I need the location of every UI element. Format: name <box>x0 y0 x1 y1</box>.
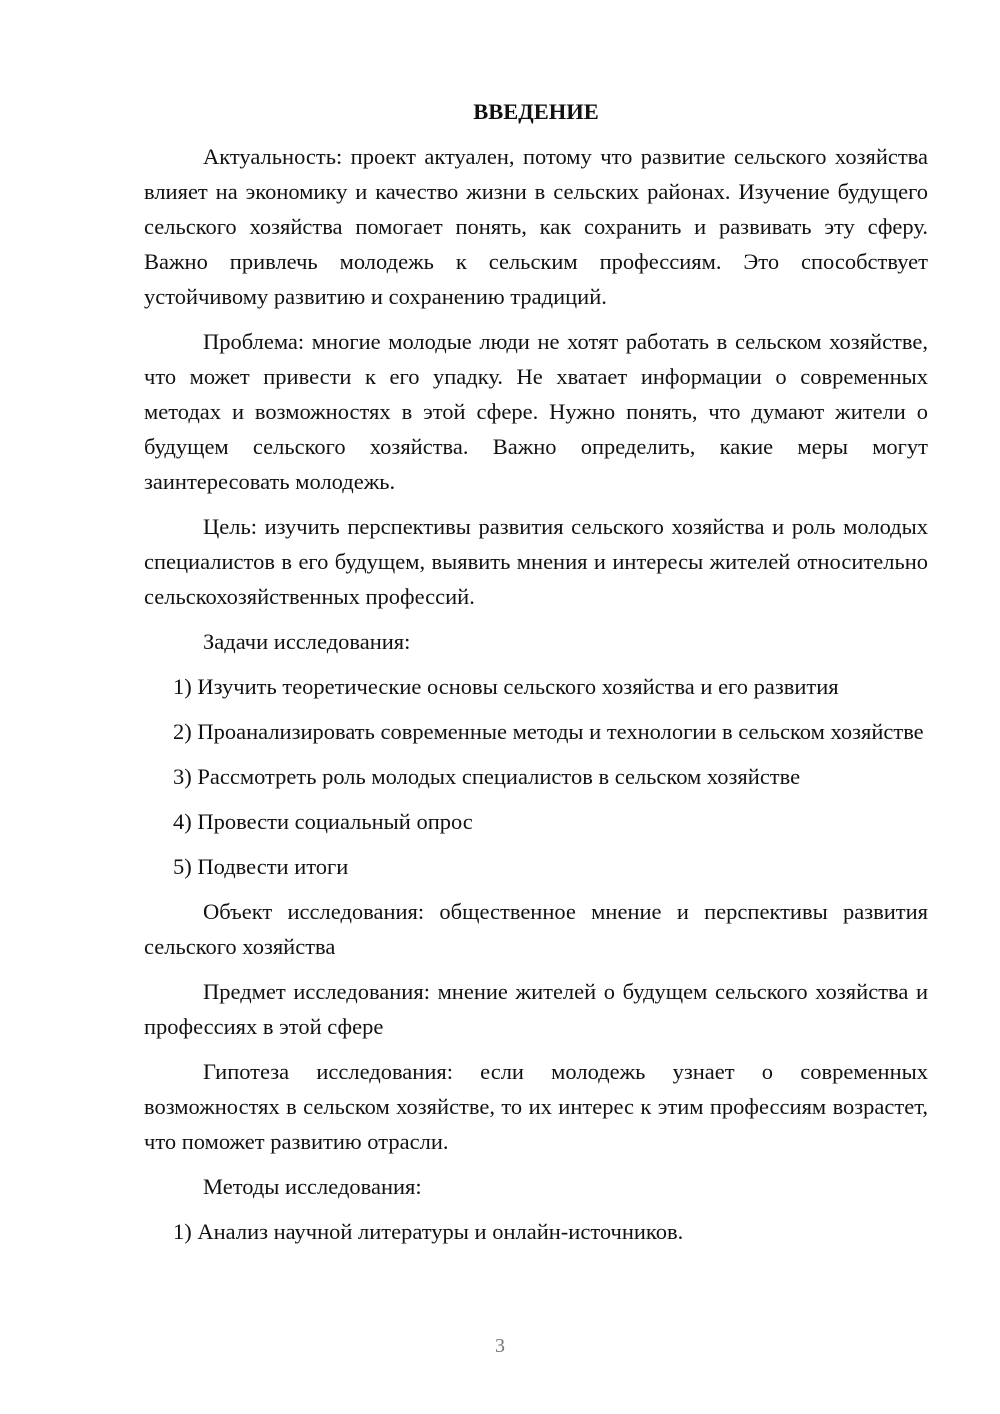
tasks-heading: Задачи исследования: <box>203 629 411 654</box>
paragraph-goal: Цель: изучить перспективы развития сельского хозяйства и роль молодых специалистов в его будущем, выявить мнения и интересы жителей относительно сельскохозяйственных профессий. <box>144 514 928 609</box>
task-item-3: 3) Рассмотреть роль молодых специалистов в сельском хозяйстве <box>173 764 801 789</box>
paragraph-hypothesis: Гипотеза исследования: если молодежь узнает о современных возможностях в сельском хозяйстве, то их интерес к этим профессиям возрастет, что поможет развитию отрасли. <box>144 1059 928 1154</box>
paragraph-relevance: Актуальность: проект актуален, потому что развитие сельского хозяйства влияет на экономику и качество жизни в сельских районах. Изучение будущего сельского хозяйства помогает понять, как сохранить и развивать эту сферу. Важно привлечь молодежь к сельским профессиям. Это способствует устойчивому развитию и сохранению традиций. <box>144 144 928 309</box>
paragraph-problem: Проблема: многие молодые люди не хотят работать в сельском хозяйстве, что может привести к его упадку. Не хватает информации о современных методах и возможностях в этой сфере. Нужно понять, что думают жители о будущем сельского хозяйства. Важно определить, какие меры могут заинтересовать молодежь. <box>144 329 928 494</box>
task-item-2: 2) Проанализировать современные методы и технологии в сельском хозяйстве <box>173 719 924 744</box>
task-item-4: 4) Провести социальный опрос <box>173 809 473 834</box>
methods-heading: Методы исследования: <box>203 1174 422 1199</box>
paragraph-subject: Предмет исследования: мнение жителей о будущем сельского хозяйства и профессиях в этой сфере <box>144 979 928 1039</box>
task-item-1: 1) Изучить теоретические основы сельского хозяйства и его развития <box>173 674 839 699</box>
page-body <box>144 94 928 1259</box>
method-item-1: 1) Анализ научной литературы и онлайн-источников. <box>173 1219 684 1244</box>
page-title: ВВЕДЕНИЕ <box>473 99 599 124</box>
page-number: 3 <box>495 1335 505 1357</box>
paragraph-object: Объект исследования: общественное мнение и перспективы развития сельского хозяйства <box>144 899 928 959</box>
task-item-5: 5) Подвести итоги <box>173 854 349 879</box>
